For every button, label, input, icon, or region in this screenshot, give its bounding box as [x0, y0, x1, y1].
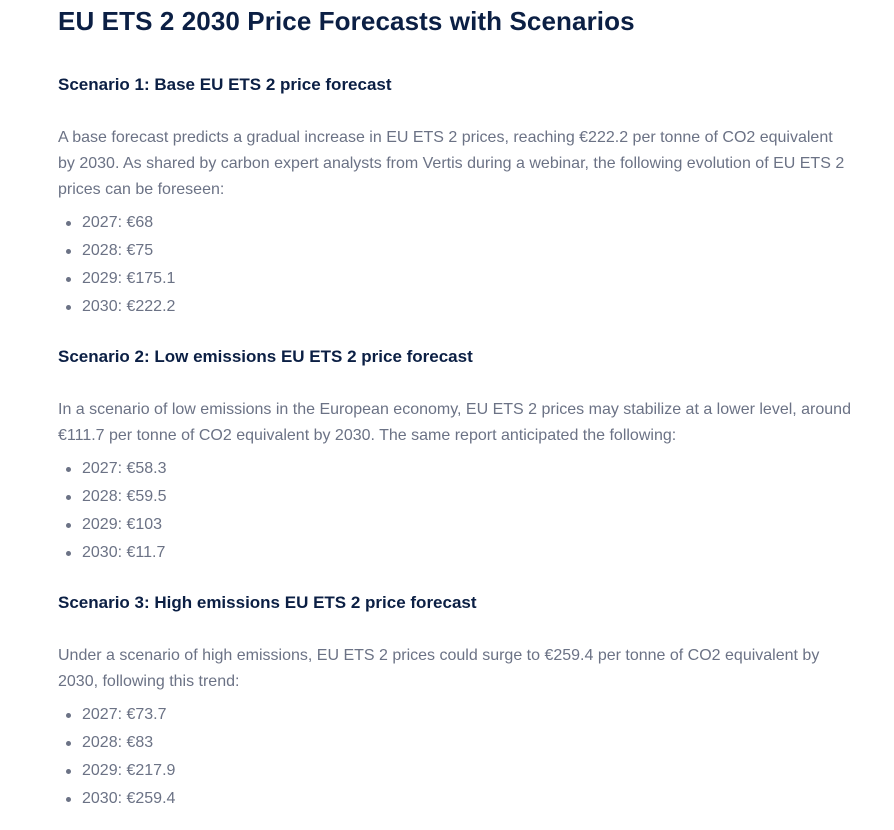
list-item: 2030: €11.7: [82, 539, 852, 567]
scenario-3-section: [58, 591, 852, 813]
scenario-2-section: [58, 345, 852, 567]
page-title: EU ETS 2 2030 Price Forecasts with Scenarios: [58, 6, 635, 36]
scenario-description: In a scenario of low emissions in the European economy, EU ETS 2 prices may stabilize at a lower level, around €111.7 per tonne of CO2 equivalent by 2030. The same report anticipated the following:: [58, 401, 851, 444]
list-item: 2030: €259.4: [82, 785, 852, 813]
list-item: 2027: €73.7: [82, 701, 852, 729]
list-item: 2029: €217.9: [82, 757, 852, 785]
scenario-description: Under a scenario of high emissions, EU ETS 2 prices could surge to €259.4 per tonne of CO2 equivalent by 2030, following this trend:: [58, 647, 820, 690]
list-item: 2029: €103: [82, 511, 852, 539]
scenario-heading: Scenario 1: Base EU ETS 2 price forecast: [58, 75, 392, 94]
list-item: 2028: €59.5: [82, 483, 852, 511]
list-item: 2027: €58.3: [82, 455, 852, 483]
list-item: 2028: €75: [82, 237, 852, 265]
scenario-heading: Scenario 2: Low emissions EU ETS 2 price forecast: [58, 347, 473, 366]
list-item: 2030: €222.2: [82, 293, 852, 321]
forecast-list: [58, 701, 852, 813]
list-item: 2027: €68: [82, 209, 852, 237]
scenario-heading: Scenario 3: High emissions EU ETS 2 price forecast: [58, 593, 477, 612]
scenario-description: A base forecast predicts a gradual increase in EU ETS 2 prices, reaching €222.2 per tonne of CO2 equivalent by 2030. As shared by carbon expert analysts from Vertis during a webinar, the following evolution of EU ETS 2 prices can be foreseen:: [58, 129, 845, 198]
scenario-1-section: [58, 73, 852, 321]
forecast-list: [58, 209, 852, 321]
forecast-list: [58, 455, 852, 567]
list-item: 2029: €175.1: [82, 265, 852, 293]
list-item: 2028: €83: [82, 729, 852, 757]
